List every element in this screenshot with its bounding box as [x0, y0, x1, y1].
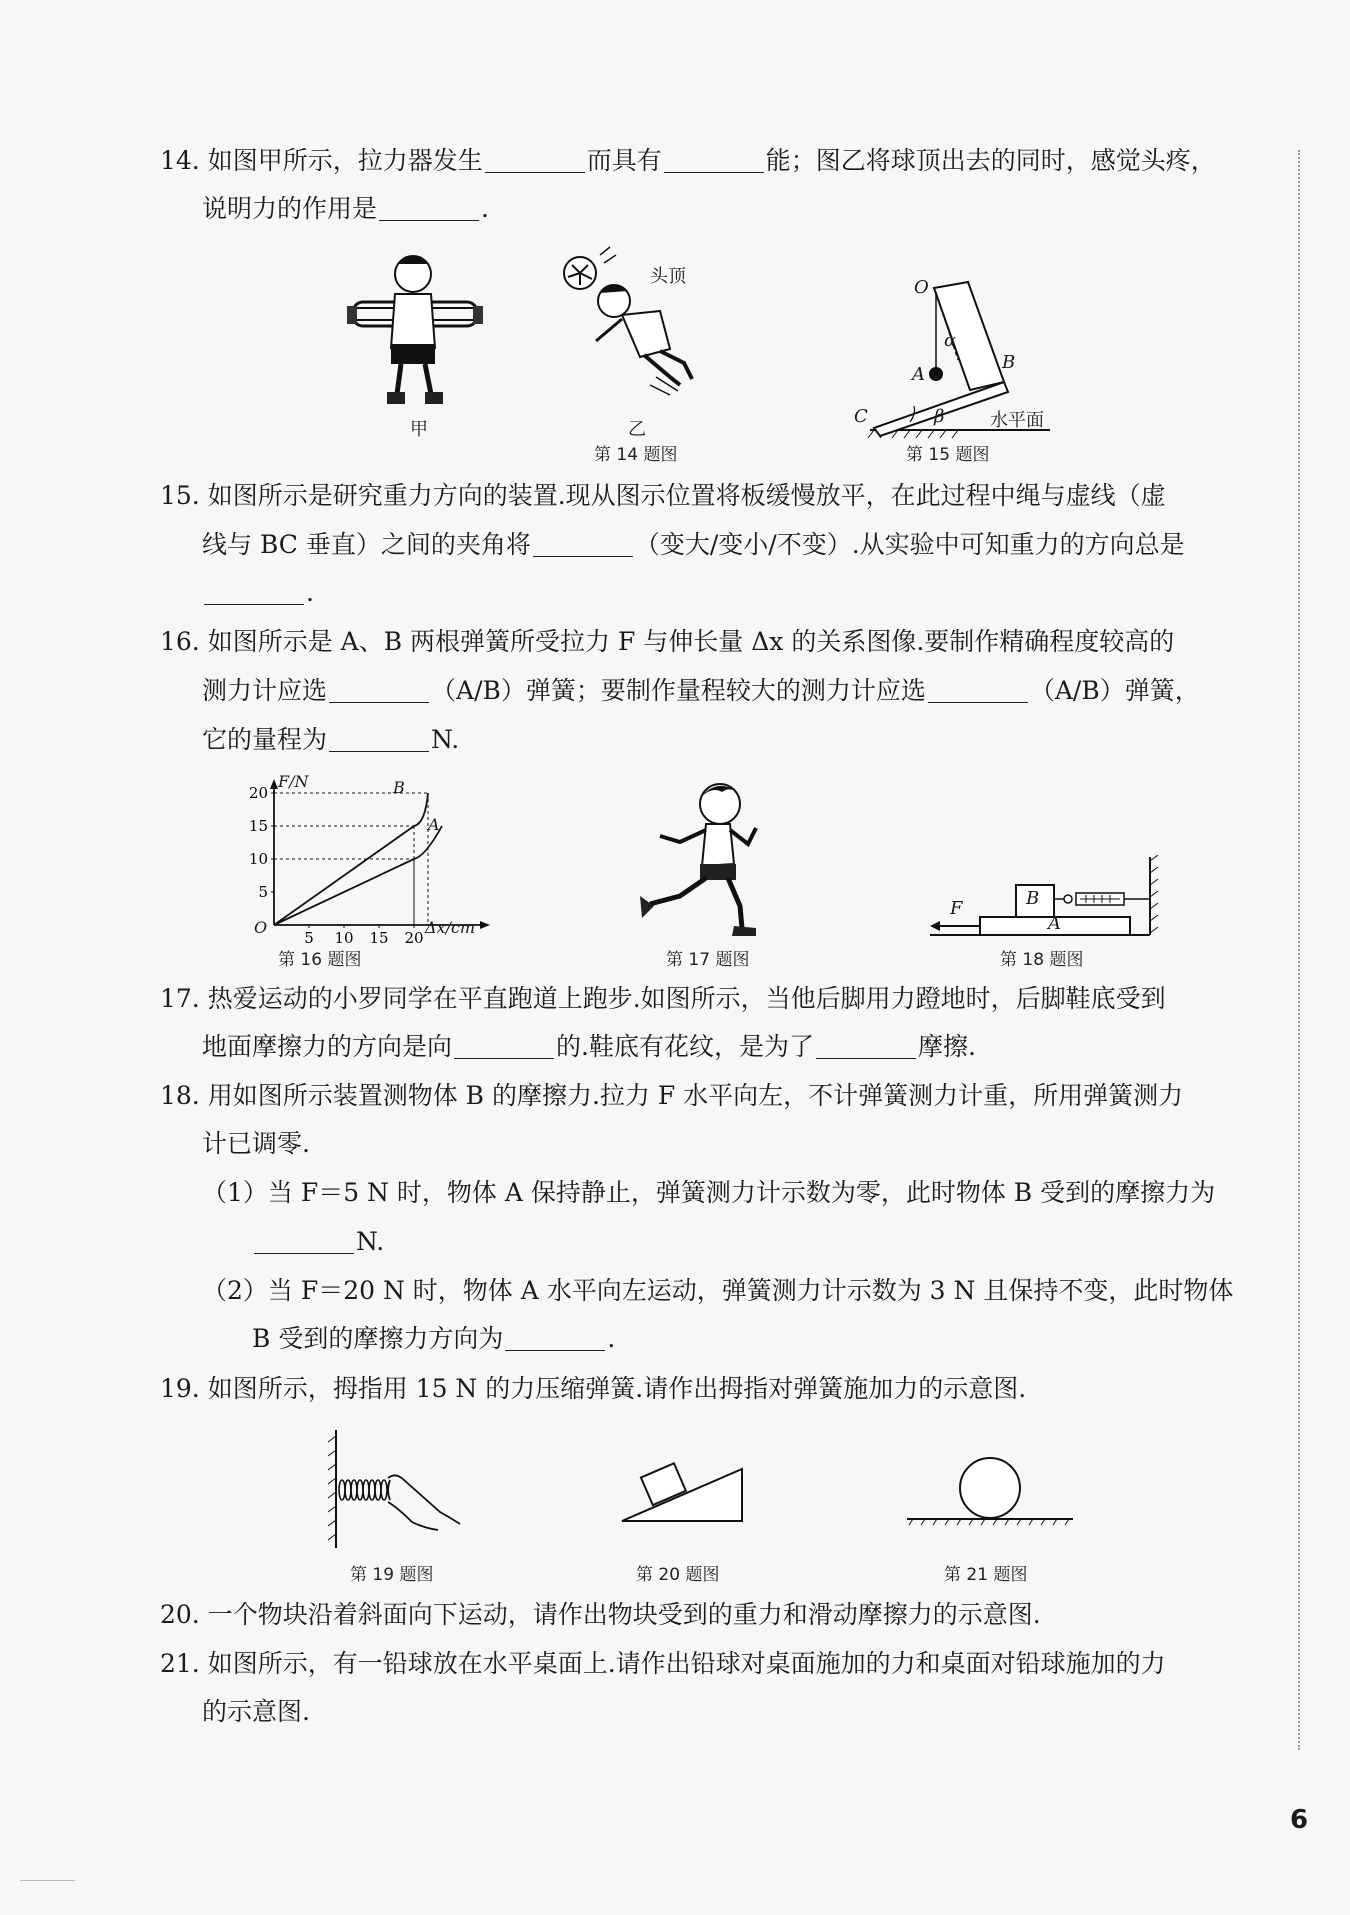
q18-line2: 计已调零. — [202, 1129, 310, 1158]
fig21-caption: 第 21 题图 — [944, 1565, 1028, 1585]
series-line-B — [274, 793, 428, 925]
fig14-label-yi: 乙 — [628, 419, 646, 440]
fig14-caption: 第 14 题图 — [594, 445, 678, 465]
q16-number: 16. — [160, 627, 200, 656]
fig20-caption: 第 20 题图 — [636, 1565, 720, 1585]
q21-number: 21. — [160, 1649, 200, 1678]
q16-line2: 测力计应选 （A/B）弹簧；要制作量程较大的测力计应选 （A/B）弹簧， — [202, 676, 1200, 705]
y-tick-label-15: 15 — [248, 817, 268, 835]
margin-dotted-line — [1298, 150, 1300, 1750]
q15-line3: . — [202, 576, 314, 610]
q17-line1: 17. 热爱运动的小罗同学在平直跑道上跑步.如图所示，当他后脚用力蹬地时，后脚鞋底受到 — [160, 984, 1166, 1013]
fig15-label-o: O — [914, 277, 929, 298]
x-tick-label-10: 10 — [334, 929, 354, 945]
q16-blank-1[interactable] — [329, 676, 429, 703]
fig18-label-a: A — [1048, 913, 1061, 934]
q14-blank-3[interactable] — [379, 194, 479, 221]
x-tick-label-5: 5 — [304, 929, 314, 945]
q17-blank-1[interactable] — [454, 1032, 554, 1059]
x-tick-label-20: 20 — [404, 929, 424, 945]
q18-sub2-line1: （2）当 F＝20 N 时，物体 A 水平向左运动，弹簧测力计示数为 3 N 且保持不变，此时物体 — [202, 1276, 1234, 1305]
q20-line1: 20. 一个物块沿着斜面向下运动，请作出物块受到的重力和滑动摩擦力的示意图. — [160, 1600, 1041, 1629]
fig16-ylabel: F/N — [278, 772, 309, 791]
q14-line1: 14. 如图甲所示，拉力器发生 而具有 能；图乙将球顶出去的同时，感觉头疼， — [160, 146, 1216, 175]
fig21-illustration — [905, 1455, 1075, 1527]
q14-blank-2[interactable] — [664, 146, 764, 173]
q21-line1: 21. 如图所示，有一铅球放在水平桌面上.请作出铅球对桌面施加的力和桌面对铅球施加的力 — [160, 1649, 1166, 1678]
q15-number: 15. — [160, 481, 200, 510]
fig15-label-a: A — [912, 364, 925, 385]
q15-blank-2[interactable] — [204, 578, 304, 605]
fig19-caption: 第 19 题图 — [350, 1565, 434, 1585]
q14-line2: 说明力的作用是 . — [202, 194, 489, 223]
fig20-illustration — [618, 1455, 748, 1525]
fig15-label-alpha: α — [944, 330, 957, 351]
fig16-origin: O — [254, 918, 268, 937]
q19-number: 19. — [160, 1374, 200, 1403]
fig14-label-head: 头顶 — [650, 266, 686, 287]
fig15-caption: 第 15 题图 — [906, 445, 990, 465]
fig14-yi-illustration — [560, 245, 710, 405]
fig15-label-b: B — [1002, 352, 1016, 373]
fig15-label-beta: β — [934, 406, 945, 427]
y-tick-label-5: 5 — [258, 883, 268, 901]
series-line-A — [274, 826, 442, 925]
q18-sub1-line2: N. — [252, 1225, 384, 1259]
q21-line2: 的示意图. — [202, 1697, 310, 1726]
q18-number: 18. — [160, 1081, 200, 1110]
fig17-runner-illustration — [630, 778, 780, 940]
q17-line2: 地面摩擦力的方向是向 的.鞋底有花纹，是为了 摩擦. — [202, 1032, 976, 1061]
q15-line2: 线与 BC 垂直）之间的夹角将 （变大/变小/不变）.从实验中可知重力的方向总是 — [202, 530, 1185, 559]
fig14-jia-illustration — [345, 252, 485, 410]
fig14-label-jia: 甲 — [410, 419, 428, 440]
chart-x-arrow — [480, 921, 490, 929]
q19-line1: 19. 如图所示，拇指用 15 N 的力压缩弹簧.请作出拇指对弹簧施加力的示意图. — [160, 1374, 1027, 1403]
q17-blank-2[interactable] — [816, 1032, 916, 1059]
footer-rule — [20, 1880, 75, 1881]
q18-sub1-line1: （1）当 F＝5 N 时，物体 A 保持静止，弹簧测力计示数为零，此时物体 B 受到的摩擦力为 — [202, 1178, 1216, 1207]
q18-blank-2[interactable] — [505, 1324, 605, 1351]
chart-y-arrow — [270, 779, 278, 789]
fig17-caption: 第 17 题图 — [666, 950, 750, 970]
q16-blank-2[interactable] — [928, 676, 1028, 703]
q16-line3: 它的量程为 N. — [202, 725, 460, 754]
q18-line1: 18. 用如图所示装置测物体 B 的摩擦力.拉力 F 水平向左，不计弹簧测力计重，所用弹簧测力 — [160, 1081, 1184, 1110]
fig16-label-a: A — [428, 815, 440, 834]
q14-blank-1[interactable] — [485, 146, 585, 173]
q15-blank-1[interactable] — [533, 530, 633, 557]
q18-blank-1[interactable] — [254, 1227, 354, 1254]
fig19-illustration — [320, 1428, 470, 1550]
y-tick-label-20: 20 — [248, 784, 268, 802]
fig18-label-b: B — [1026, 888, 1040, 909]
fig16-xlabel: Δx/cm — [425, 918, 476, 937]
q17-number: 17. — [160, 984, 200, 1013]
x-tick-label-15: 15 — [369, 929, 389, 945]
fig16-caption: 第 16 题图 — [278, 950, 362, 970]
q20-number: 20. — [160, 1600, 200, 1629]
fig18-caption: 第 18 题图 — [1000, 950, 1084, 970]
fig16-label-b: B — [393, 778, 405, 797]
q14-number: 14. — [160, 146, 200, 175]
fig18-label-f: F — [950, 898, 963, 919]
q15-line1: 15. 如图所示是研究重力方向的装置.现从图示位置将板缓慢放平，在此过程中绳与虚线（虚 — [160, 481, 1166, 510]
q16-blank-3[interactable] — [329, 725, 429, 752]
q16-line1: 16. 如图所示是 A、B 两根弹簧所受拉力 F 与伸长量 Δx 的关系图像.要制作精确程度较高的 — [160, 627, 1175, 656]
fig15-label-c: C — [854, 406, 868, 427]
y-tick-label-10: 10 — [248, 850, 268, 868]
q18-sub2-line2: B 受到的摩擦力方向为 . — [252, 1324, 616, 1353]
fig18-illustration — [930, 855, 1160, 940]
page-number: 6 — [1290, 1805, 1309, 1835]
fig15-label-ground: 水平面 — [990, 410, 1044, 431]
